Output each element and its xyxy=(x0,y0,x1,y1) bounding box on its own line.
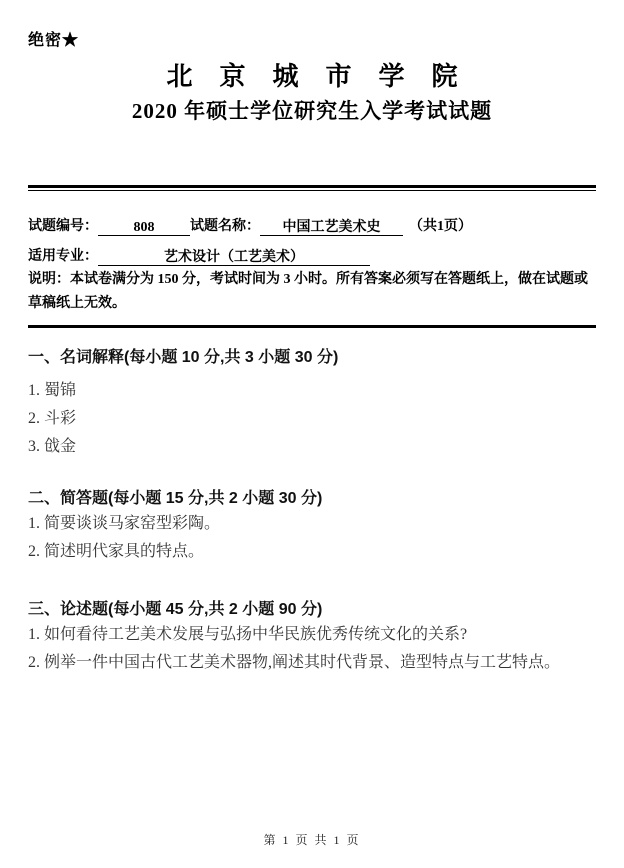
question-item: 2. 简述明代家具的特点。 xyxy=(28,543,205,560)
total-pages-note: （共1页） xyxy=(409,219,472,234)
question-item: 2. 例举一件中国古代工艺美术器物,阐述其时代背景、造型特点与工艺特点。 xyxy=(28,654,561,671)
section-2-heading: 二、简答题(每小题 15 分,共 2 小题 30 分) xyxy=(28,490,323,507)
page-number-footer: 第 1 页 共 1 页 xyxy=(263,833,361,847)
page-title: 北京城市学院 xyxy=(166,62,485,91)
section-1-heading: 一、名词解释(每小题 10 分,共 3 小题 30 分) xyxy=(28,349,339,366)
divider-double-line xyxy=(28,185,596,191)
exam-meta-row-2 xyxy=(28,248,596,266)
exam-instructions-line-2: 草稿纸上无效。 xyxy=(28,296,126,311)
section-3-heading: 三、论述题(每小题 45 分,共 2 小题 90 分) xyxy=(28,601,323,618)
exam-name-value: 中国工艺美术史 xyxy=(260,219,403,236)
exam-number-label: 试题编号： xyxy=(28,219,98,234)
question-item: 3. 戗金 xyxy=(28,438,77,455)
question-item: 1. 简要谈谈马家窑型彩陶。 xyxy=(28,515,221,532)
section-short-answer xyxy=(28,489,596,561)
page-subtitle: 2020 年硕士学位研究生入学考试试题 xyxy=(131,99,493,123)
exam-meta-row-1 xyxy=(28,218,596,236)
exam-instructions xyxy=(28,268,596,316)
section-essay xyxy=(28,600,596,672)
exam-name-label: 试题名称： xyxy=(190,219,260,234)
question-item: 1. 蜀锦 xyxy=(28,382,77,399)
exam-instructions-line-1: 说明：本试卷满分为 150 分，考试时间为 3 小时。所有答案必须写在答题纸上，做在试题或 xyxy=(28,272,588,287)
divider-thick-line xyxy=(28,325,596,328)
security-classification-label: 绝密★ xyxy=(28,32,80,49)
exam-number-value: 808 xyxy=(98,219,190,236)
question-item: 2. 斗彩 xyxy=(28,410,77,427)
question-item: 1. 如何看待工艺美术发展与弘扬中华民族优秀传统文化的关系? xyxy=(28,626,468,643)
applicable-major-value: 艺术设计（工艺美术） xyxy=(98,249,370,266)
section-term-explanation xyxy=(28,348,596,456)
applicable-major-label: 适用专业： xyxy=(28,249,98,264)
